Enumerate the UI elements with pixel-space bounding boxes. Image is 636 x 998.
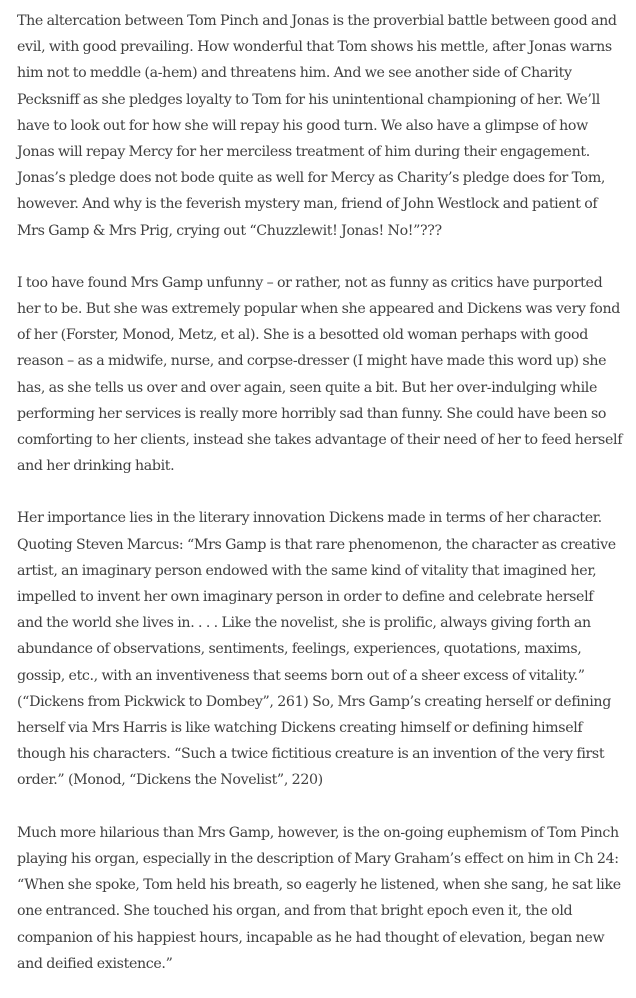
paragraph-literary-innovation [17,505,626,793]
text-line: Pecksniff as she pledges loyalty to Tom for his unintentional championing of her. We’ll [17,91,600,108]
text-line: her to be. But she was extremely popular when she appeared and Dickens was very fond [17,301,620,318]
text-line: and deified existence.” [17,955,173,972]
text-line: performing her services is really more horribly sad than funny. She could have been so [17,405,607,422]
text-line: companion of his happiest hours, incapable as he had thought of elevation, began new [17,929,605,946]
paragraph-organ-euphemism [17,820,626,977]
text-line: order.” (Monod, “Dickens the Novelist”, 220) [17,772,323,789]
paragraph-tom-pinch-altercation [17,8,626,244]
text-line: Jonas will repay Mercy for her merciless treatment of him during their engagement. [17,144,590,161]
text-line: evil, with good prevailing. How wonderful that Tom shows his mettle, after Jonas warns [17,39,612,56]
paragraph-mrs-gamp-unfunny [17,270,626,480]
text-line: has, as she tells us over and over again, seen quite a bit. But her over-indulging while [17,379,597,396]
text-line: abundance of observations, sentiments, feelings, experiences, quotations, maxims, [17,641,582,658]
text-line: him not to meddle (a-hem) and threatens him. And we see another side of Charity [17,65,572,82]
text-line: of her (Forster, Monod, Metz, et al). She is a besotted old woman perhaps with good [17,327,588,344]
text-line: Quoting Steven Marcus: “Mrs Gamp is that rare phenomenon, the character as creative [17,536,616,553]
text-line: Much more hilarious than Mrs Gamp, however, is the on-going euphemism of Tom Pinch [17,824,619,841]
text-line: impelled to invent her own imaginary person in order to define and celebrate herself [17,589,594,606]
text-line: artist, an imaginary person endowed with the same kind of vitality that imagined her, [17,562,597,579]
text-line: reason – as a midwife, nurse, and corpse-dresser (I might have made this word up) she [17,353,607,370]
text-line: Her importance lies in the literary innovation Dickens made in terms of her character. [17,510,602,527]
text-line: I too have found Mrs Gamp unfunny – or rather, not as funny as critics have purported [17,274,603,291]
text-line: have to look out for how she will repay his good turn. We also have a glimpse of how [17,117,588,134]
text-line: The altercation between Tom Pinch and Jonas is the proverbial battle between good and [17,13,617,29]
text-line: “When she spoke, Tom held his breath, so eagerly he listened, when she sang, he sat like [17,877,621,894]
text-line: however. And why is the feverish mystery man, friend of John Westlock and patient of [17,196,598,213]
text-line: comforting to her clients, instead she takes advantage of their need of her to feed herself [17,432,623,449]
text-line: gossip, etc., with an inventiveness that seems born out of a sheer excess of vitality.” [17,667,585,684]
text-line: one entranced. She touched his organ, and from that bright epoch even it, the old [17,903,573,920]
text-line: and the world she lives in. . . . Like the novelist, she is prolific, always giving forth an [17,615,591,632]
text-line: Mrs Gamp & Mrs Prig, crying out “Chuzzlewit! Jonas! No!”??? [17,222,442,239]
text-line: herself via Mrs Harris is like watching Dickens creating himself or defining himself [17,720,583,737]
text-line: and her drinking habit. [17,458,175,475]
text-line: playing his organ, especially in the description of Mary Graham’s effect on him in Ch 24: [17,850,619,867]
text-line: though his characters. “Such a twice fictitious creature is an invention of the very first [17,746,605,763]
text-line: (“Dickens from Pickwick to Dombey”, 261) So, Mrs Gamp’s creating herself or defining [17,693,611,710]
text-line: Jonas’s pledge does not bode quite as well for Mercy as Charity’s pledge does for Tom, [17,170,606,187]
